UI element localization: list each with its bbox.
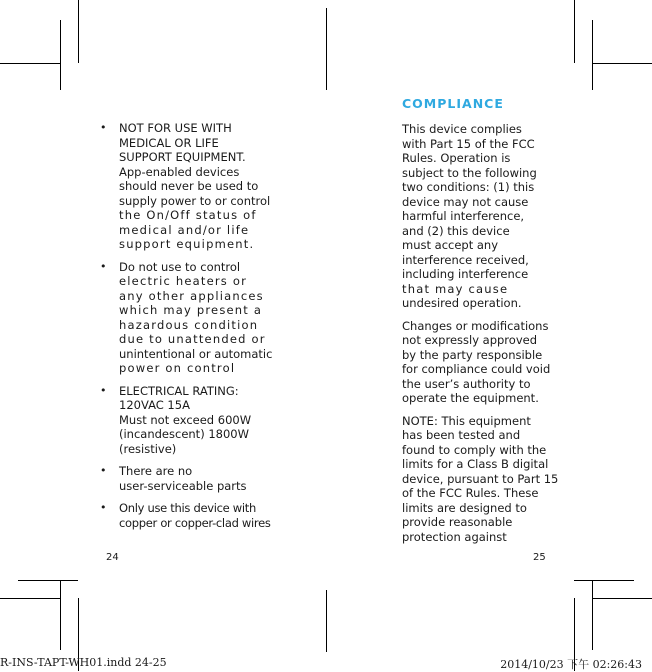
text-line: of the FCC Rules. These [402, 486, 539, 500]
text-line: device may not cause [402, 194, 529, 209]
paragraph [402, 413, 559, 545]
text-line: must accept any [402, 238, 499, 252]
text-line: copper or copper-clad wires [119, 515, 271, 530]
crop-mark [78, 0, 79, 63]
compliance-text [402, 122, 559, 552]
text-line: by the party responsible [402, 347, 543, 362]
text-line: interference received, [402, 252, 529, 267]
text-line: supply power to or control [119, 193, 271, 208]
text-line: device, pursuant to Part 15 [402, 471, 559, 486]
text-line: protection against [402, 529, 507, 544]
text-line: not expressly approved [402, 333, 537, 347]
text-line: which may present a [119, 303, 263, 317]
text-line: limits for a Class B digital [402, 457, 549, 471]
print-timestamp: 2014/10/23 下午 02:26:43 [500, 658, 642, 671]
text-line: App-enabled devices [119, 164, 240, 179]
section-heading: COMPLIANCE [402, 96, 504, 111]
page-number-right: 25 [533, 552, 546, 563]
text-line: two conditions: (1) this [402, 180, 535, 194]
text-line: support equipment. [119, 237, 255, 251]
text-line: • ELECTRICAL RATING: [119, 383, 239, 398]
warning-list [100, 121, 273, 538]
text-line: MEDICAL OR LIFE [119, 135, 219, 150]
crop-mark [574, 0, 575, 63]
paragraph [402, 122, 552, 311]
crop-mark [592, 20, 593, 90]
crop-mark [592, 63, 652, 64]
text-line: • NOT FOR USE WITH [119, 121, 232, 135]
crop-mark [60, 20, 61, 90]
text-line: (resistive) [119, 441, 177, 456]
text-line: Must not exceed 600W [119, 412, 252, 427]
list-item [100, 259, 273, 376]
text-line: that may cause [402, 281, 509, 296]
text-line: • Only use this device with [119, 501, 256, 515]
list-item [100, 501, 270, 530]
crop-mark [0, 63, 60, 64]
text-line: harmful interference, [402, 209, 525, 223]
text-line: the On/Off status of [119, 208, 257, 222]
text-line: any other appliances [119, 288, 264, 303]
text-line: due to unattended or [119, 332, 266, 346]
paragraph [402, 319, 552, 406]
text-line: electric heaters or [119, 274, 248, 288]
crop-mark [18, 580, 78, 581]
text-line: with Part 15 of the FCC [402, 136, 535, 151]
text-line: Changes or modifications [402, 318, 549, 333]
text-line: user-serviceable parts [119, 478, 247, 493]
text-line: limits are designed to [402, 500, 527, 515]
text-line: has been tested and [402, 428, 521, 442]
crop-mark [592, 598, 652, 599]
text-line: 120VAC 15A [119, 398, 190, 412]
list-item [100, 384, 270, 457]
list-item [100, 464, 270, 493]
crop-mark [592, 580, 593, 650]
list-item [100, 121, 270, 252]
crop-mark [326, 590, 327, 652]
text-line: for compliance could void [402, 362, 551, 376]
text-line: hazardous condition [119, 317, 259, 332]
crop-mark [574, 580, 634, 581]
text-line: the user’s authority to [402, 376, 531, 391]
page-number-left: 24 [106, 552, 119, 563]
text-line: and (2) this device [402, 223, 510, 238]
text-line: • There are no [119, 464, 193, 478]
text-line: including interference [402, 267, 529, 281]
print-slug: R-INS-TAPT-WH01.indd 24-25 [0, 656, 167, 669]
crop-mark [326, 8, 327, 90]
text-line: This device complies [402, 122, 522, 136]
text-line: power on control [119, 361, 236, 375]
text-line: Rules. Operation is [402, 151, 511, 165]
text-line: SUPPORT EQUIPMENT. [119, 150, 246, 164]
text-line: subject to the following [402, 165, 537, 180]
crop-mark [60, 580, 61, 650]
text-line: unintentional or automatic [119, 346, 273, 361]
text-line: NOTE: This equipment [402, 413, 531, 428]
text-line: provide reasonable [402, 515, 513, 529]
crop-mark [0, 598, 60, 599]
text-line: (incandescent) 1800W [119, 427, 249, 441]
text-line: operate the equipment. [402, 391, 539, 405]
text-line: should never be used to [119, 179, 259, 193]
text-line: found to comply with the [402, 442, 547, 457]
text-line: undesired operation. [402, 296, 522, 310]
text-line: • Do not use to control [119, 259, 241, 274]
text-line: medical and/or life [119, 222, 250, 237]
